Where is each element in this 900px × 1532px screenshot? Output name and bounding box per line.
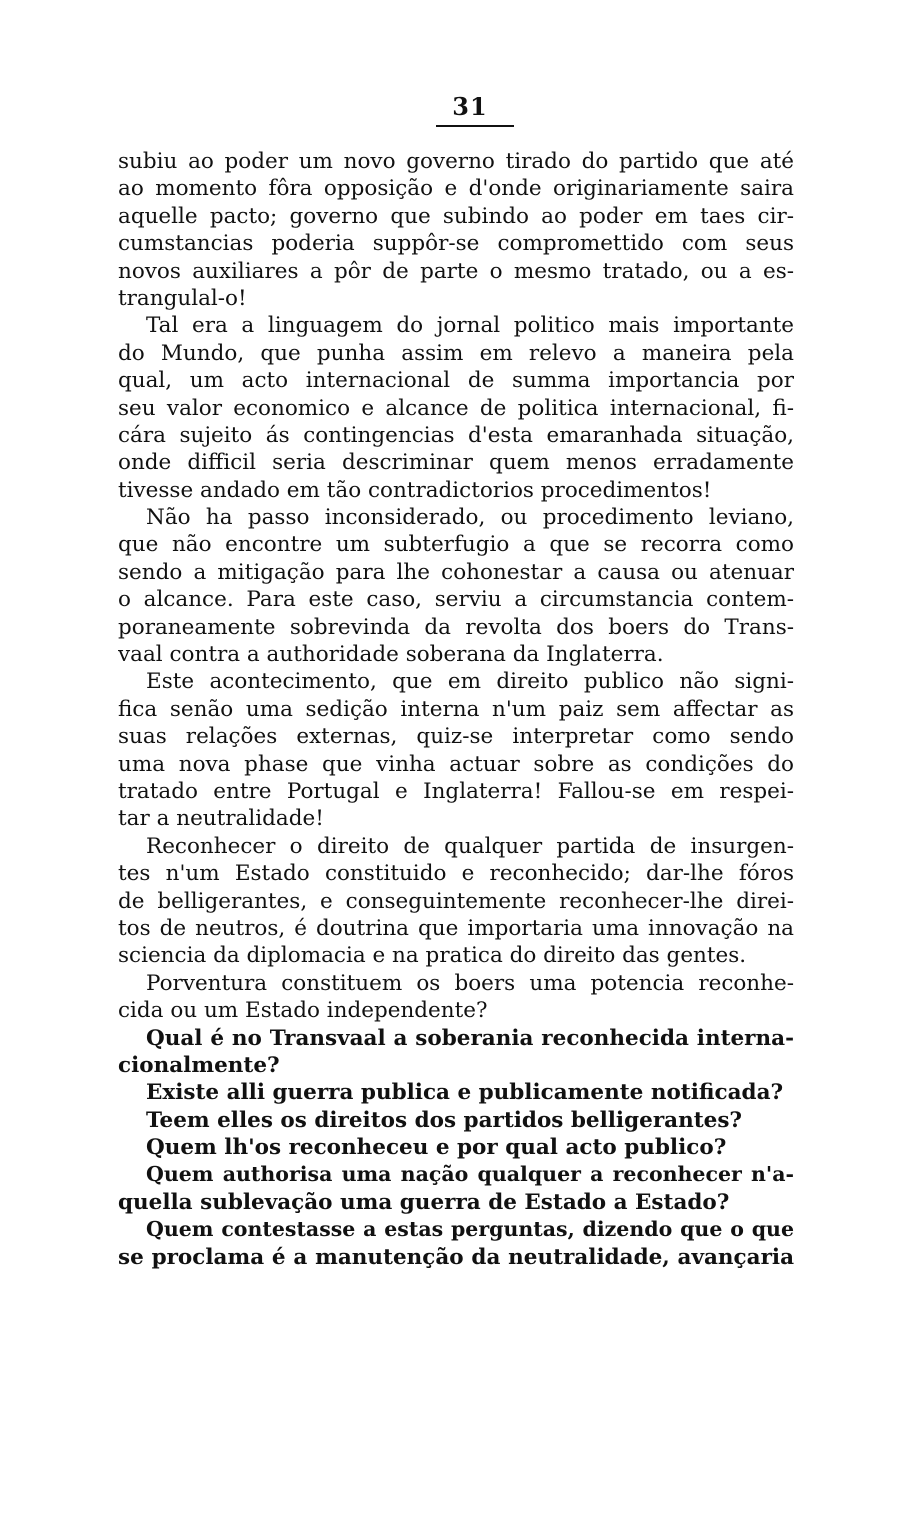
- text-line: seu valor economico e alcance de politica internacional, fi-: [118, 395, 794, 421]
- text-line: tos de neutros, é doutrina que importaria uma innovação na: [118, 915, 794, 941]
- body-text: [118, 148, 794, 1271]
- text-line: uma nova phase que vinha actuar sobre as condições do: [118, 751, 794, 777]
- text-line: que não encontre um subterfugio a que se recorra como: [118, 532, 794, 558]
- text-line: tes n'um Estado constituido e reconhecido; dar-lhe fóros: [118, 861, 794, 887]
- text-line: cionalmente?: [118, 1052, 280, 1078]
- text-line: aquelle pacto; governo que subindo ao poder em taes cir-: [118, 203, 794, 229]
- text-line: subiu ao poder um novo governo tirado do partido que até: [118, 149, 794, 174]
- text-line: suas relações externas, quiz-se interpretar como sendo: [118, 724, 794, 750]
- text-line: Não ha passo inconsiderado, ou procedimento leviano,: [146, 505, 794, 531]
- text-line: se proclama é a manutenção da neutralidade, avançaria: [118, 1244, 794, 1270]
- text-line: quella sublevação uma guerra de Estado a Estado?: [118, 1189, 730, 1215]
- text-line: sendo a mitigação para lhe cohonestar a causa ou atenuar: [118, 559, 794, 585]
- text-line: Quem contestasse a estas perguntas, dizendo que o que: [146, 1217, 794, 1242]
- text-line: poraneamente sobrevinda da revolta dos boers do Trans-: [118, 614, 794, 640]
- text-line: tar a neutralidade!: [118, 806, 324, 832]
- text-line: cumstancias poderia suppôr-se compromettido com seus: [118, 231, 794, 257]
- text-line: o alcance. Para este caso, serviu a circumstancia contem-: [118, 587, 794, 613]
- text-line: qual, um acto internacional de summa importancia por: [118, 368, 794, 394]
- text-line: Porventura constituem os boers uma potencia reconhe-: [146, 970, 794, 996]
- text-line: vaal contra a authoridade soberana da Inglaterra.: [118, 642, 664, 668]
- text-line: ao momento fôra opposição e d'onde originariamente saira: [118, 176, 794, 202]
- text-line: Teem elles os direitos dos partidos belligerantes?: [146, 1107, 743, 1133]
- text-line: do Mundo, que punha assim em relevo a maneira pela: [118, 340, 794, 366]
- text-line: cára sujeito ás contingencias d'esta emaranhada situação,: [118, 422, 794, 448]
- text-line: Quem lh'os reconheceu e por qual acto publico?: [146, 1135, 727, 1161]
- text-line: Qual é no Transvaal a soberania reconhecida interna-: [146, 1025, 794, 1051]
- text-line: tivesse andado em tão contradictorios procedimentos!: [118, 477, 712, 503]
- text-line: tratado entre Portugal e Inglaterra! Fallou-se em respei-: [118, 778, 794, 804]
- text-line: onde difficil seria descriminar quem menos erradamente: [118, 450, 794, 476]
- page-number: 31: [452, 92, 488, 121]
- text-line: Reconhecer o direito de qualquer partida de insurgen-: [146, 833, 794, 859]
- text-line: sciencia da diplomacia e na pratica do direito das gentes.: [118, 943, 747, 969]
- text-line: novos auxiliares a pôr de parte o mesmo tratado, ou a es-: [118, 258, 794, 284]
- text-line: de belligerantes, e conseguintemente reconhecer-lhe direi-: [118, 888, 794, 914]
- text-line: trangulal-o!: [118, 285, 247, 311]
- text-line: Este acontecimento, que em direito publico não signi-: [146, 669, 794, 695]
- text-line: Tal era a linguagem do jornal politico mais importante: [146, 313, 794, 339]
- page-number-rule: [436, 125, 514, 127]
- text-line: Existe alli guerra publica e publicamente notificada?: [146, 1080, 784, 1106]
- text-line: cida ou um Estado independente?: [118, 998, 488, 1024]
- text-line: fica senão uma sedição interna n'um paiz sem affectar as: [118, 696, 794, 722]
- text-line: Quem authorisa uma nação qualquer a reconhecer n'a-: [146, 1162, 794, 1187]
